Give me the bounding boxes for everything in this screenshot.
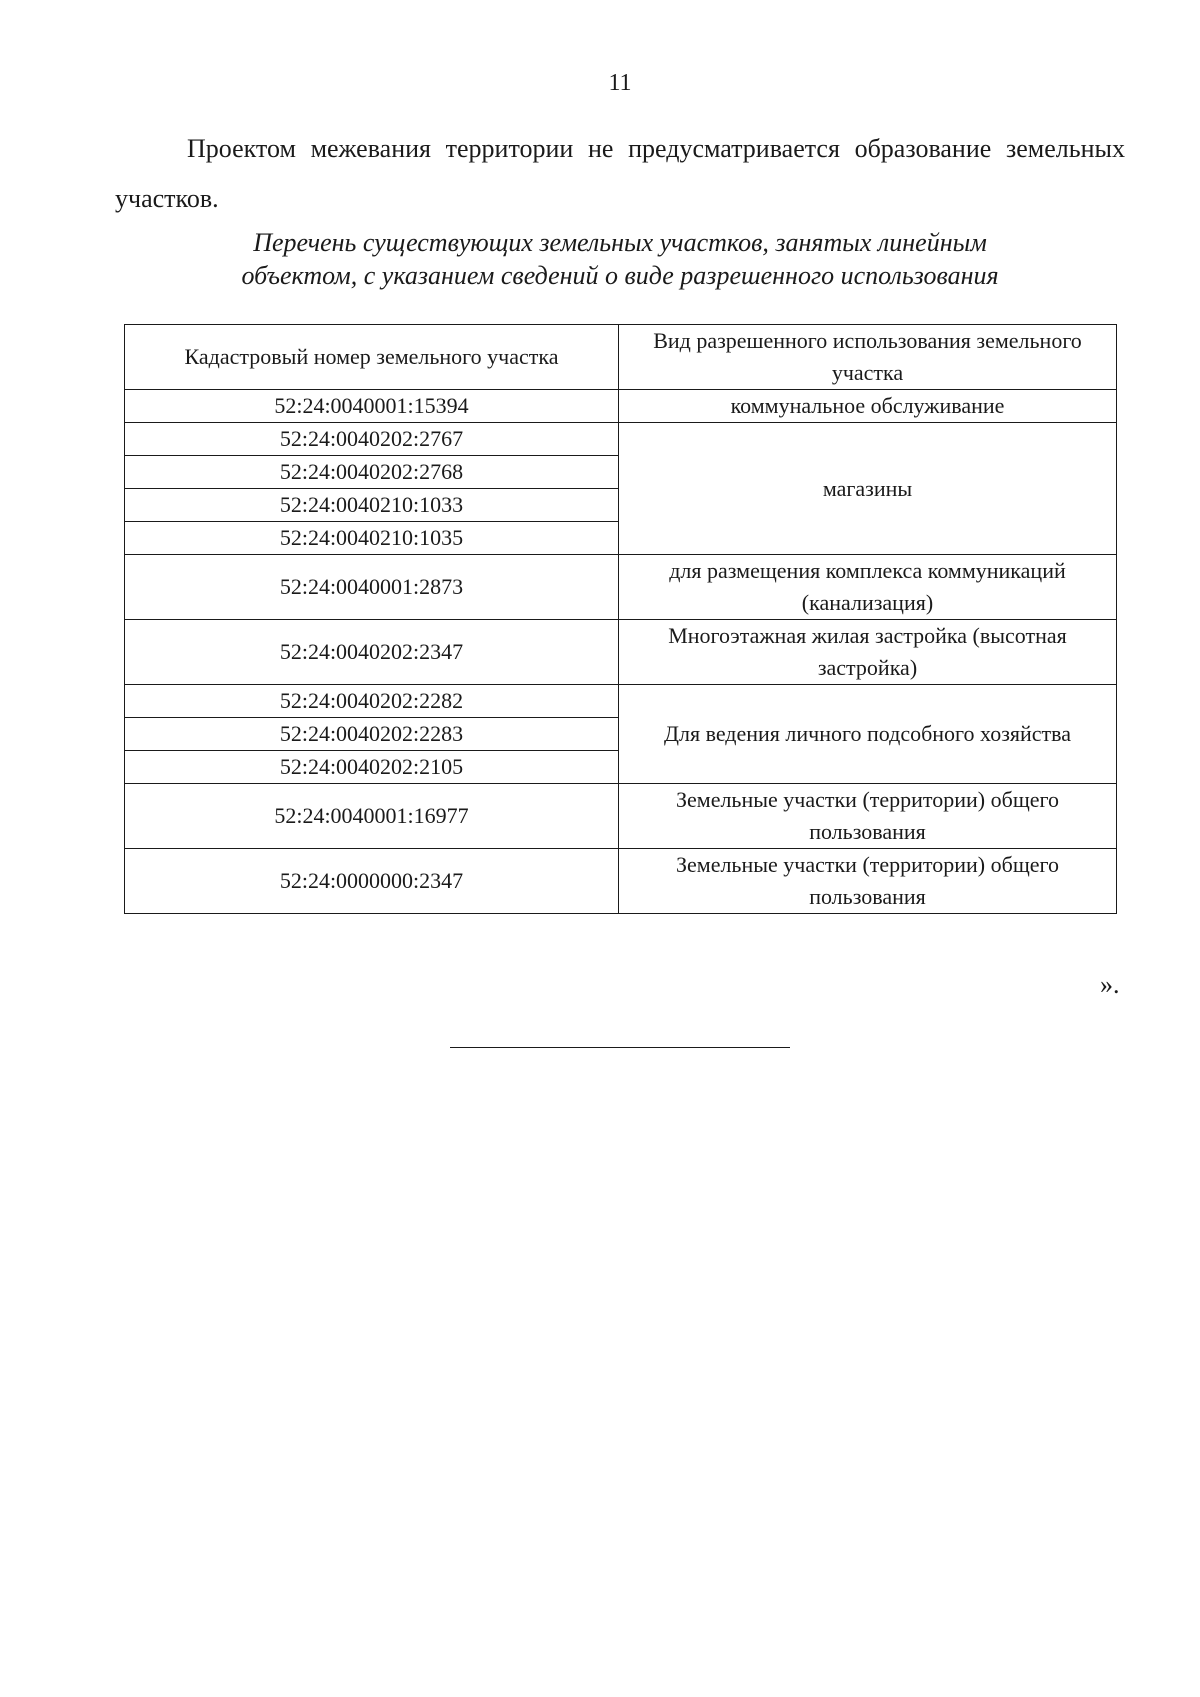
table-row xyxy=(125,685,1117,718)
table-row xyxy=(125,423,1117,456)
cadastral-number-cell: 52:24:0040202:2283 xyxy=(125,718,619,751)
permitted-use-cell: Земельные участки (территории) общего пользования xyxy=(619,784,1117,849)
cadastral-number-cell: 52:24:0040202:2347 xyxy=(125,620,619,685)
header-cadastral-number: Кадастровый номер земельного участка xyxy=(125,325,619,390)
table-row xyxy=(125,849,1117,914)
table-row xyxy=(125,620,1117,685)
cadastral-number-cell: 52:24:0000000:2347 xyxy=(125,849,619,914)
cadastral-number-cell: 52:24:0040202:2282 xyxy=(125,685,619,718)
permitted-use-cell: Земельные участки (территории) общего пользования xyxy=(619,849,1117,914)
caption-line-1: Перечень существующих земельных участков, занятых линейным xyxy=(253,228,987,257)
permitted-use-cell: магазины xyxy=(619,423,1117,555)
end-divider-line xyxy=(450,1047,790,1048)
permitted-use-cell: для размещения комплекса коммуникаций (канализация) xyxy=(619,555,1117,620)
caption-line-2: объектом, с указанием сведений о виде разрешенного использования xyxy=(241,261,999,290)
page-number: 11 xyxy=(608,70,632,96)
permitted-use-cell: Для ведения личного подсобного хозяйства xyxy=(619,685,1117,784)
table-caption xyxy=(150,226,1090,292)
table-row xyxy=(125,390,1117,423)
cadastral-number-cell: 52:24:0040202:2768 xyxy=(125,456,619,489)
cadastral-number-cell: 52:24:0040001:16977 xyxy=(125,784,619,849)
intro-paragraph: Проектом межевания территории не предусматривается образование земельных участков. xyxy=(115,134,1125,213)
table-row xyxy=(125,555,1117,620)
parcels-table xyxy=(124,324,1117,914)
cadastral-number-cell: 52:24:0040001:2873 xyxy=(125,555,619,620)
table-row xyxy=(125,784,1117,849)
cadastral-number-cell: 52:24:0040210:1035 xyxy=(125,522,619,555)
permitted-use-cell: Многоэтажная жилая застройка (высотная застройка) xyxy=(619,620,1117,685)
table-header-row xyxy=(125,325,1117,390)
cadastral-number-cell: 52:24:0040202:2105 xyxy=(125,751,619,784)
cadastral-number-cell: 52:24:0040001:15394 xyxy=(125,390,619,423)
cadastral-number-cell: 52:24:0040202:2767 xyxy=(125,423,619,456)
closing-quote: ». xyxy=(1100,970,1120,999)
cadastral-number-cell: 52:24:0040210:1033 xyxy=(125,489,619,522)
permitted-use-cell: коммунальное обслуживание xyxy=(619,390,1117,423)
header-permitted-use: Вид разрешенного использования земельного участка xyxy=(619,325,1117,390)
